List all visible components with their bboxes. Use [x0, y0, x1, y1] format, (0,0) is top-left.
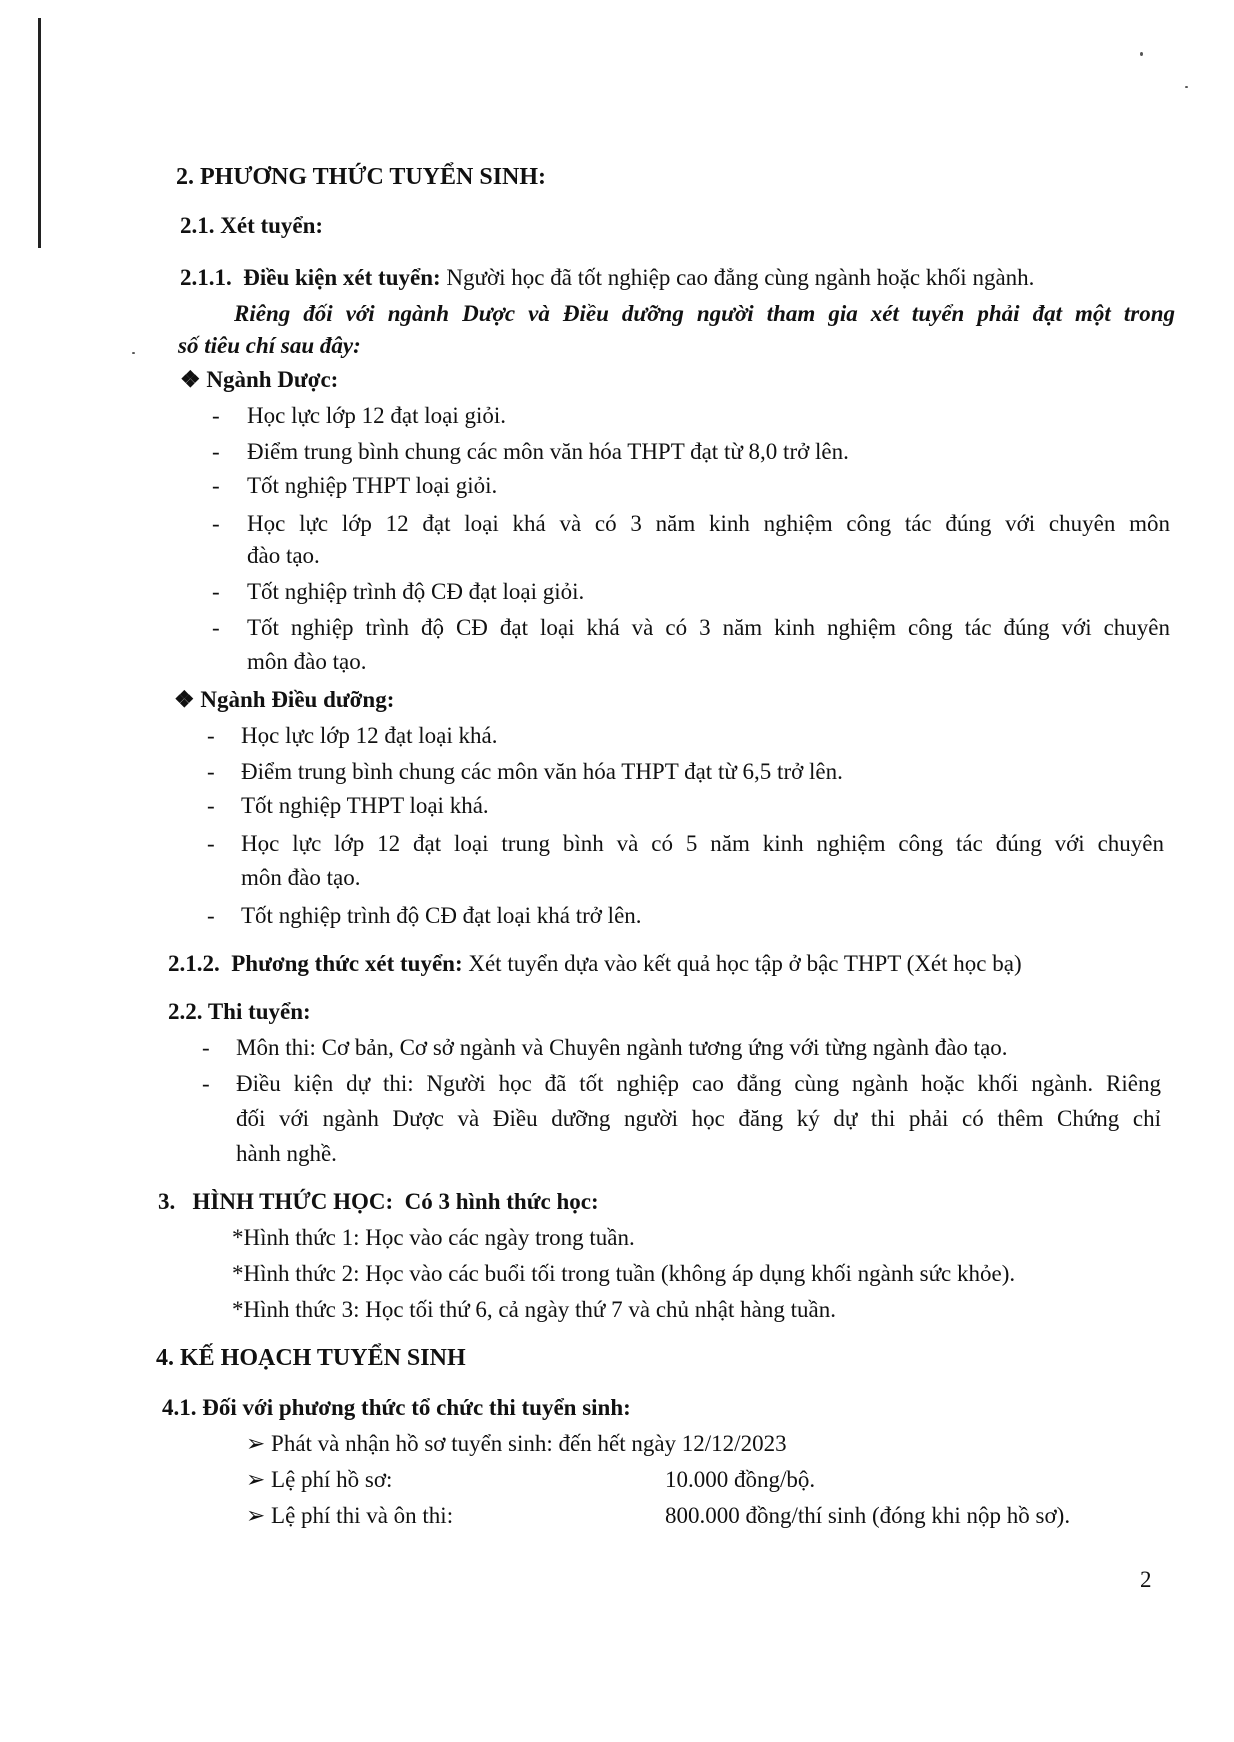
- fee-row-label: Lệ phí thi và ôn thi:: [271, 1503, 454, 1528]
- nursing-item: Tốt nghiệp trình độ CĐ đạt loại khá trở lên.: [241, 903, 642, 928]
- section-2-1-heading: 2.1. Xét tuyển:: [180, 213, 324, 238]
- dash-bullet: -: [212, 511, 220, 536]
- arrow-bullet-icon: ➢: [246, 1467, 266, 1492]
- fee-row: [246, 1502, 453, 1530]
- section-4-1-heading: 4.1. Đối với phương thức tổ chức thi tuyển sinh:: [162, 1395, 631, 1420]
- section-2-1-2-text: Xét tuyển dựa vào kết quả học tập ở bậc THPT (Xét học bạ): [468, 951, 1022, 976]
- section-2-1-2: [168, 950, 1022, 978]
- nursing-item: Tốt nghiệp THPT loại khá.: [241, 793, 489, 818]
- section-2-1-1-label: Điều kiện xét tuyển:: [243, 265, 441, 290]
- pharmacy-item: Tốt nghiệp trình độ CĐ đạt loại giỏi.: [247, 579, 585, 604]
- fee-row-label: Lệ phí hồ sơ:: [271, 1467, 393, 1492]
- criteria-note-line-2: số tiêu chí sau đây:: [178, 333, 361, 358]
- exam-item-continuation: hành nghề.: [236, 1141, 337, 1166]
- study-mode-item: *Hình thức 1: Học vào các ngày trong tuần.: [232, 1225, 635, 1250]
- pharmacy-item-continuation: đào tạo.: [247, 543, 320, 568]
- dash-bullet: -: [207, 903, 215, 928]
- pharmacy-item: Tốt nghiệp THPT loại giỏi.: [247, 473, 498, 498]
- page-number: 2: [1140, 1567, 1152, 1592]
- pharmacy-title: Ngành Dược:: [206, 367, 339, 392]
- fee-row-value: 10.000 đồng/bộ.: [665, 1467, 816, 1492]
- pharmacy-item: Học lực lớp 12 đạt loại giỏi.: [247, 403, 507, 428]
- dash-bullet: -: [212, 615, 220, 640]
- section-3-title: HÌNH THỨC HỌC:: [192, 1189, 394, 1214]
- dash-bullet: -: [207, 759, 215, 784]
- arrow-bullet-icon: ➢: [246, 1431, 266, 1456]
- section-2-1-1-text: Người học đã tốt nghiệp cao đẳng cùng ngành hoặc khối ngành.: [446, 265, 1035, 290]
- dash-bullet: -: [212, 403, 220, 428]
- pharmacy-item-continuation: môn đào tạo.: [247, 649, 367, 674]
- section-2-1-1: [180, 264, 1034, 292]
- nursing-item: Điểm trung bình chung các môn văn hóa THPT đạt từ 6,5 trở lên.: [241, 759, 843, 784]
- section-2-1-2-label: Phương thức xét tuyển:: [231, 951, 463, 976]
- dash-bullet: -: [202, 1071, 210, 1096]
- criteria-note-line-1: Riêng đối với ngành Dược và Điều dưỡng người tham gia xét tuyển phải đạt một trong: [234, 301, 1175, 326]
- section-4-heading: 4. KẾ HOẠCH TUYỂN SINH: [156, 1345, 466, 1371]
- diamond-bullet-icon: ❖: [180, 367, 201, 392]
- pharmacy-heading: [180, 366, 338, 394]
- nursing-title: Ngành Điều dưỡng:: [200, 687, 395, 712]
- fee-row: [246, 1430, 787, 1458]
- exam-item: Điều kiện dự thi: Người học đã tốt nghiệp cao đẳng cùng ngành hoặc khối ngành. Riêng: [236, 1071, 1161, 1096]
- section-3-subtitle: Có 3 hình thức học:: [404, 1189, 599, 1214]
- scan-speck: [132, 352, 135, 354]
- study-mode-item: *Hình thức 3: Học tối thứ 6, cả ngày thứ 7 và chủ nhật hàng tuần.: [232, 1297, 836, 1322]
- arrow-bullet-icon: ➢: [246, 1503, 266, 1528]
- exam-item: Môn thi: Cơ bản, Cơ sở ngành và Chuyên ngành tương ứng với từng ngành đào tạo.: [236, 1035, 1008, 1060]
- section-2-2-heading: 2.2. Thi tuyển:: [168, 999, 311, 1024]
- scan-speck: [1185, 86, 1188, 88]
- pharmacy-item: Học lực lớp 12 đạt loại khá và có 3 năm kinh nghiệm công tác đúng với chuyên môn: [247, 511, 1170, 536]
- section-2-1-2-number: 2.1.2.: [168, 951, 220, 976]
- section-2-heading: 2. PHƯƠNG THỨC TUYỂN SINH:: [176, 164, 547, 190]
- scan-margin-line: [38, 18, 41, 248]
- scan-speck: [1140, 52, 1143, 56]
- nursing-heading: [174, 686, 394, 714]
- dash-bullet: -: [207, 723, 215, 748]
- dash-bullet: -: [207, 793, 215, 818]
- exam-item-continuation: đối với ngành Dược và Điều dưỡng người học đăng ký dự thi phải có thêm Chứng chỉ: [236, 1106, 1161, 1131]
- pharmacy-item: Tốt nghiệp trình độ CĐ đạt loại khá và có 3 năm kinh nghiệm công tác đúng với chuyên: [247, 615, 1170, 640]
- section-2-1-1-number: 2.1.1.: [180, 265, 232, 290]
- nursing-item: Học lực lớp 12 đạt loại khá.: [241, 723, 498, 748]
- fee-row-value: 800.000 đồng/thí sinh (đóng khi nộp hồ sơ).: [665, 1503, 1071, 1528]
- fee-row-text: Phát và nhận hồ sơ tuyển sinh: đến hết ngày 12/12/2023: [271, 1431, 787, 1456]
- diamond-bullet-icon: ❖: [174, 687, 195, 712]
- dash-bullet: -: [212, 439, 220, 464]
- dash-bullet: -: [212, 579, 220, 604]
- pharmacy-item: Điểm trung bình chung các môn văn hóa THPT đạt từ 8,0 trở lên.: [247, 439, 849, 464]
- nursing-item-continuation: môn đào tạo.: [241, 865, 361, 890]
- study-mode-item: *Hình thức 2: Học vào các buổi tối trong tuần (không áp dụng khối ngành sức khỏe).: [232, 1261, 1016, 1286]
- nursing-item: Học lực lớp 12 đạt loại trung bình và có 5 năm kinh nghiệm công tác đúng với chuyên: [241, 831, 1164, 856]
- section-3-number: 3.: [158, 1189, 176, 1214]
- dash-bullet: -: [212, 473, 220, 498]
- section-3-heading: [158, 1188, 599, 1216]
- dash-bullet: -: [202, 1035, 210, 1060]
- fee-row: [246, 1466, 392, 1494]
- dash-bullet: -: [207, 831, 215, 856]
